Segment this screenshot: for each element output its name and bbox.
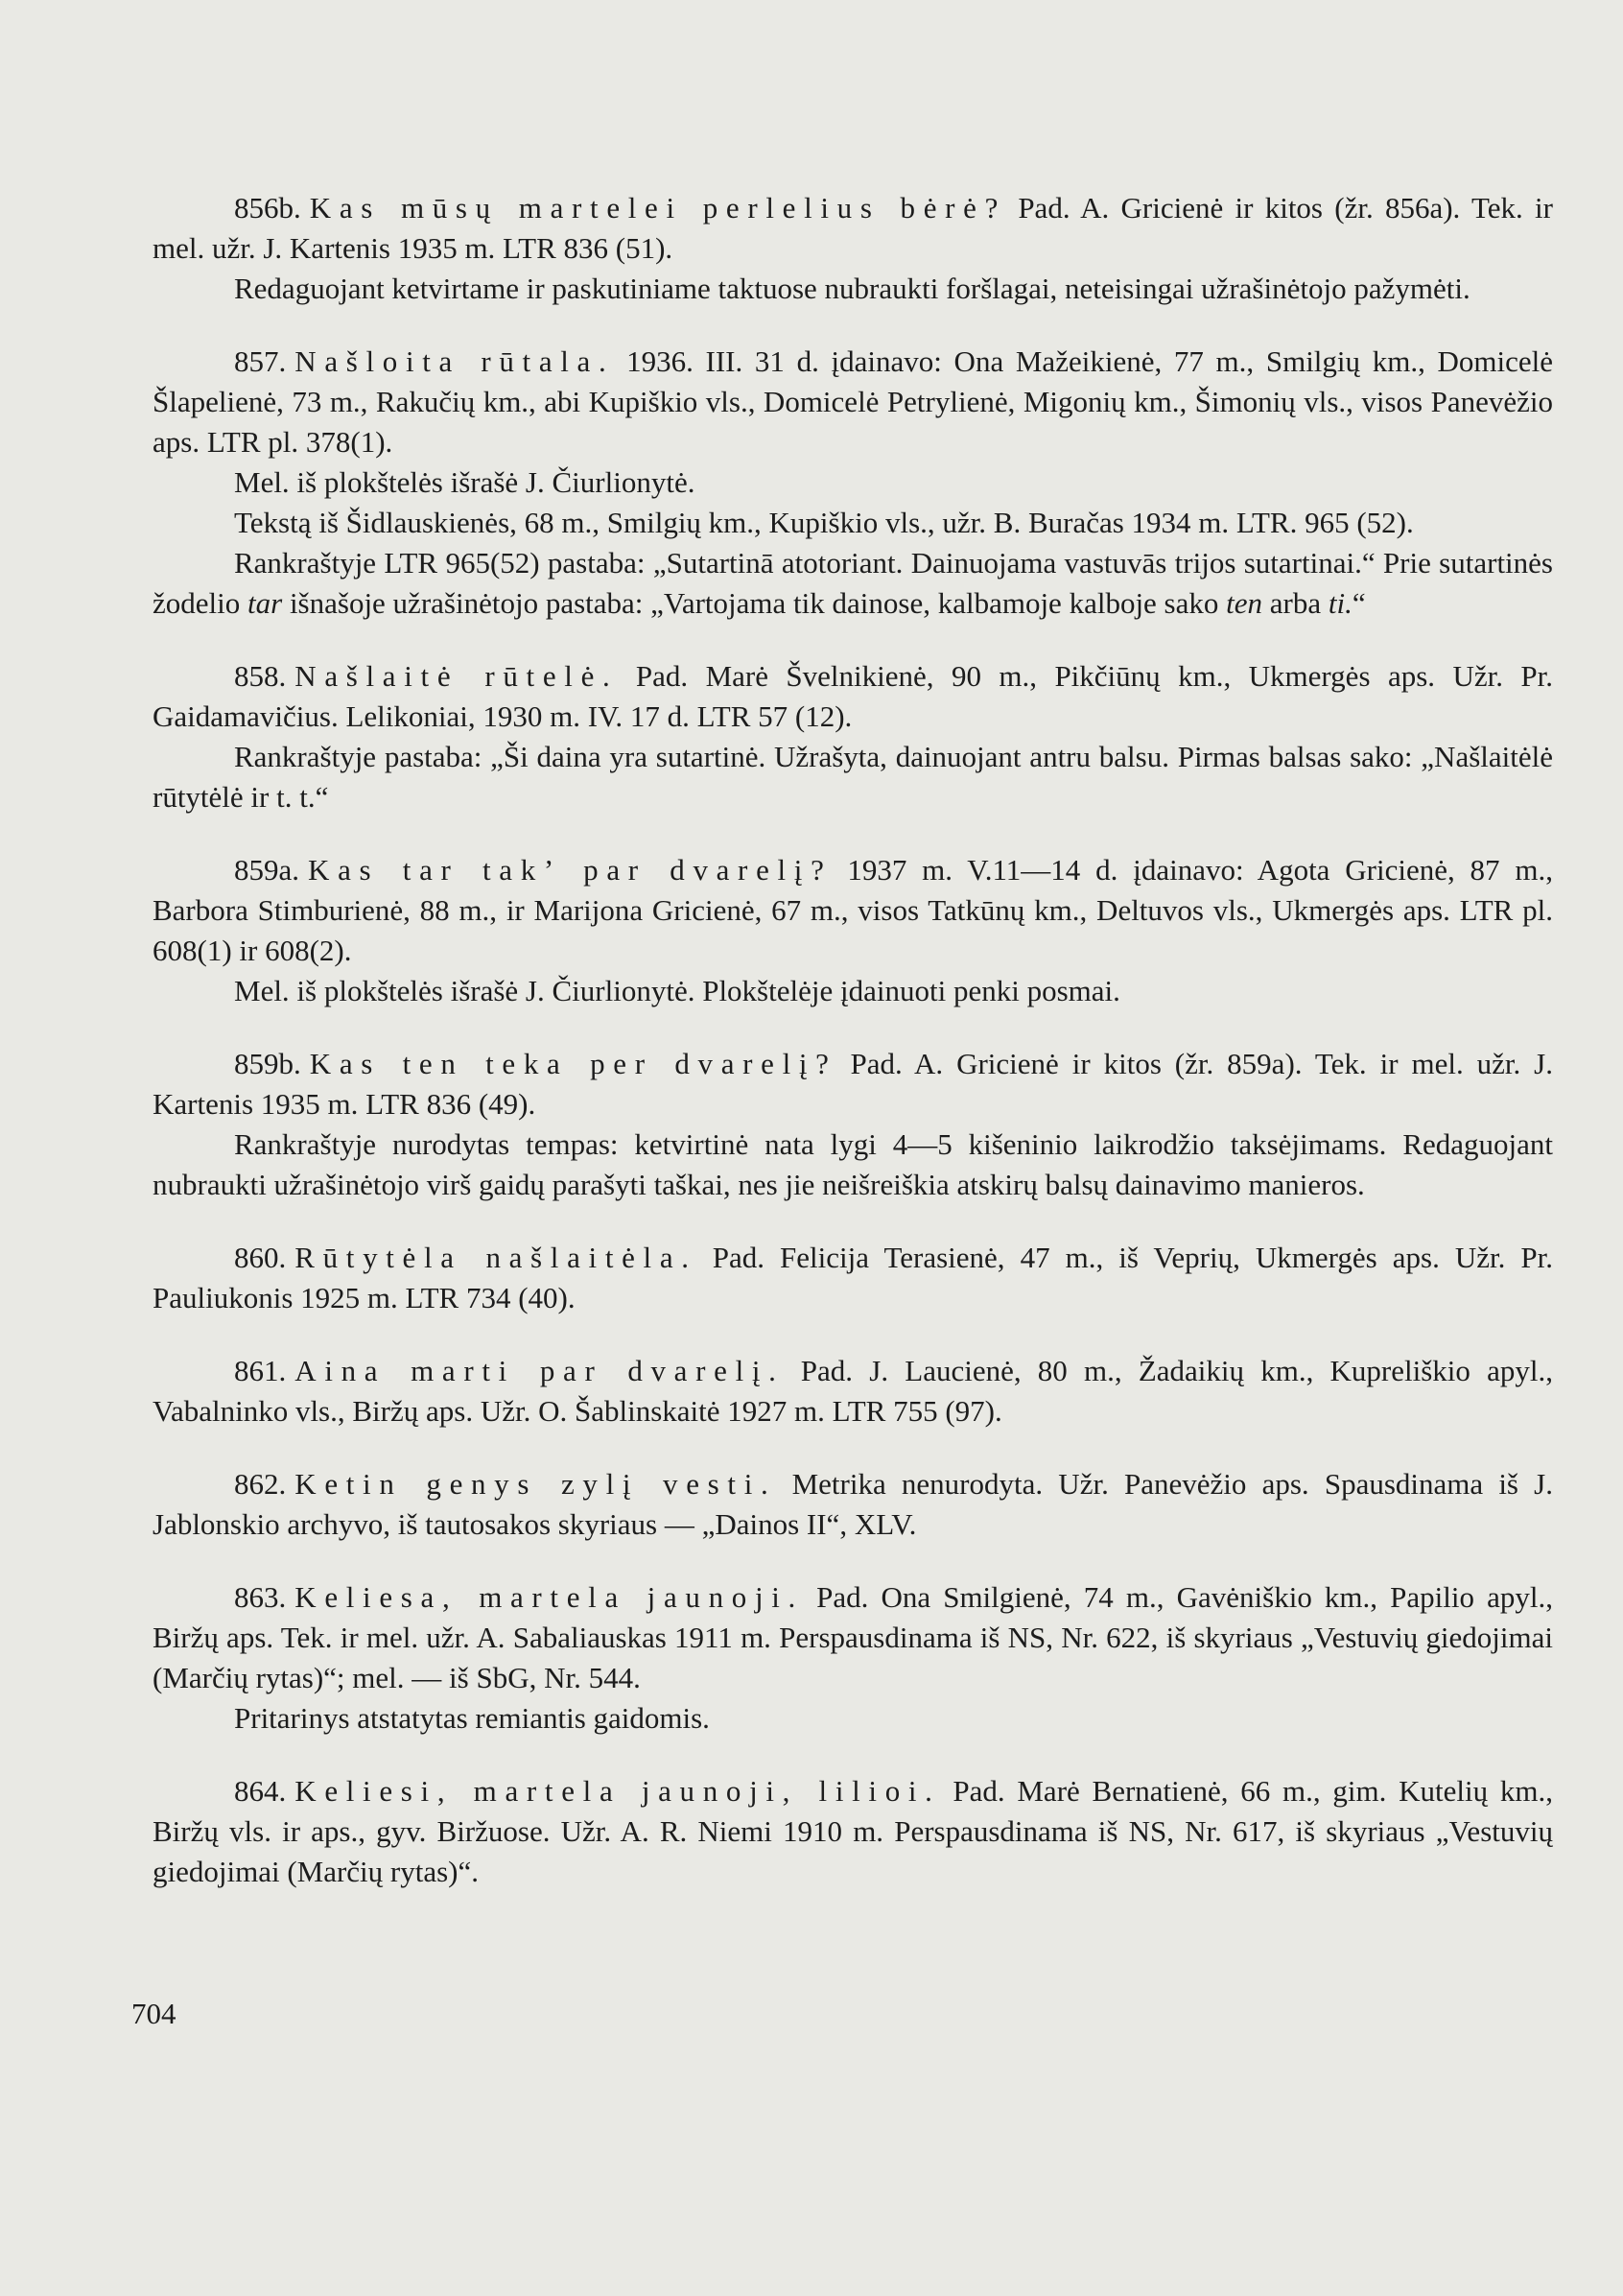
entry-paragraph (153, 737, 1553, 817)
entry-text: Pritarinys atstatytas remiantis gaidomis. (234, 1701, 710, 1735)
entry-text: arba (1269, 586, 1322, 620)
song-title: Keliesi, martela jaunoji, lilioi. (294, 1774, 941, 1808)
entry-text: Metrika nenurodyta. Užr. Panevėžio aps. Spausdinama iš J. Jablonskio archyvo, iš tautosakos skyriaus — „Dainos II“, XLV. (153, 1467, 1553, 1541)
entry-number: 861. (234, 1354, 287, 1387)
entry-paragraph (153, 1351, 1553, 1432)
commentary-text (153, 188, 1553, 1925)
song-title: Rūtytėla našlaitėla. (294, 1241, 697, 1274)
italic-word: ti. (1328, 586, 1352, 620)
song-title: Ketin genys zylį vesti. (294, 1467, 777, 1501)
entry-text: Pad. A. Gricienė ir kitos (žr. 856a). Tek. ir mel. užr. J. Kartenis 1935 m. LTR 836 (51). (153, 191, 1553, 265)
entry-text: Mel. iš plokštelės išrašė J. Čiurlionytė. (234, 465, 695, 499)
entry-paragraph (153, 1698, 1553, 1739)
entry-paragraph (153, 1238, 1553, 1318)
entry-paragraph (153, 1577, 1553, 1698)
entry-paragraph (153, 462, 1553, 503)
commentary-entry (153, 342, 1553, 624)
entry-paragraph (153, 1771, 1553, 1892)
song-title: Našlaitė rūtelė. (294, 659, 619, 693)
commentary-entry (153, 1351, 1553, 1432)
entry-paragraph (153, 269, 1553, 309)
entry-text: “ (1352, 586, 1366, 620)
song-title: Našloita rūtala. (294, 344, 615, 378)
entry-text: Pad. Felicija Terasienė, 47 m., iš Veprių, Ukmergės aps. Užr. Pr. Pauliukonis 1925 m. LTR 734 (40). (153, 1241, 1553, 1314)
commentary-entry (153, 1464, 1553, 1545)
entry-text: Tekstą iš Šidlauskienės, 68 m., Smilgių km., Kupiškio vls., užr. B. Buračas 1934 m. LTR. 965 (52). (234, 506, 1414, 539)
commentary-entry (153, 1044, 1553, 1205)
entry-paragraph (153, 342, 1553, 462)
entry-number: 856b. (234, 191, 301, 225)
entry-number: 863. (234, 1580, 287, 1614)
entry-text: Rankraštyje nurodytas tempas: ketvirtinė nata lygi 4—5 kišeninio laikrodžio taksėjimams. Redaguojant nubraukti užrašinėtojo virš gaidų parašyti taškai, nes jie neišreiškia atskirų balsų dainavimo manieros. (153, 1127, 1553, 1201)
entry-text: Rankraštyje pastaba: „Ši daina yra sutartinė. Užrašyta, dainuojant antru balsu. Pirmas balsas sako: „Našlaitėlė rūtytėlė ir t. t.“ (153, 740, 1553, 814)
commentary-entry (153, 188, 1553, 309)
commentary-entry (153, 850, 1553, 1011)
entry-text: Pad. Ona Smilgienė, 74 m., Gavėniškio km., Papilio apyl., Biržų aps. Tek. ir mel. užr. A. Sabaliauskas 1911 m. Perspausdinama iš NS, Nr. 622, iš skyriaus „Vestuvių giedojimai (Marčių rytas)“; mel. — iš SbG, Nr. 544. (153, 1580, 1553, 1694)
entry-number: 859b. (234, 1047, 301, 1080)
entry-text: Pad. Marė Švelnikienė, 90 m., Pikčiūnų km., Ukmergės aps. Užr. Pr. Gaidamavičius. Lelikoniai, 1930 m. IV. 17 d. LTR 57 (12). (153, 659, 1553, 733)
entry-text: Mel. iš plokštelės išrašė J. Čiurlionytė. Plokštelėje įdainuoti penki posmai. (234, 974, 1120, 1007)
entry-number: 864. (234, 1774, 287, 1808)
commentary-entry (153, 1771, 1553, 1892)
entry-paragraph (153, 503, 1553, 543)
entry-paragraph (153, 1464, 1553, 1545)
entry-text: Pad. A. Gricienė ir kitos (žr. 859a). Tek. ir mel. užr. J. Kartenis 1935 m. LTR 836 (49). (153, 1047, 1553, 1121)
entry-number: 860. (234, 1241, 287, 1274)
song-title: Kas ten teka per dvarelį? (309, 1047, 837, 1080)
entry-text: išnašoje užrašinėtojo pastaba: „Vartojama tik dainose, kalbamoje kalboje sako (289, 586, 1219, 620)
entry-paragraph (153, 850, 1553, 971)
italic-word: ten (1226, 586, 1263, 620)
entry-paragraph (153, 1124, 1553, 1205)
commentary-entry (153, 1238, 1553, 1318)
entry-paragraph (153, 188, 1553, 269)
entry-text: Pad. Marė Bernatienė, 66 m., gim. Kutelių km., Biržų vls. ir aps., gyv. Biržuose. Užr. A. R. Niemi 1910 m. Perspausdinama iš NS, Nr. 617, iš skyriaus „Vestuvių giedojimai (Marčių rytas)“. (153, 1774, 1553, 1888)
commentary-entry (153, 656, 1553, 817)
entry-number: 857. (234, 344, 287, 378)
song-title: Kas mūsų martelei perlelius bėrė? (309, 191, 1007, 225)
entry-text: Pad. J. Laucienė, 80 m., Žadaikių km., Kupreliškio apyl., Vabalninko vls., Biržų aps. Užr. O. Šablinskaitė 1927 m. LTR 755 (97). (153, 1354, 1553, 1428)
entry-paragraph (153, 971, 1553, 1011)
entry-paragraph (153, 1044, 1553, 1124)
song-title: Keliesa, martela jaunoji. (294, 1580, 804, 1614)
entry-number: 859a. (234, 853, 300, 887)
entry-text: 1936. III. 31 d. įdainavo: Ona Mažeikienė, 77 m., Smilgių km., Domicelė Šlapelienė, 73 m., Rakučių km., abi Kupiškio vls., Domicelė Petrylienė, Migonių km., Šimonių vls., visos Panevėžio aps. LTR pl. 378(1). (153, 344, 1553, 459)
entry-paragraph (153, 656, 1553, 737)
italic-word: tar (247, 586, 283, 620)
entry-paragraph (153, 543, 1553, 624)
entry-number: 862. (234, 1467, 287, 1501)
entry-text: 1937 m. V.11—14 d. įdainavo: Agota Gricienė, 87 m., Barbora Stimburienė, 88 m., ir Marijona Gricienė, 67 m., visos Tatkūnų km., Deltuvos vls., Ukmergės aps. LTR pl. 608(1) ir 608(2). (153, 853, 1553, 967)
entry-text: Redaguojant ketvirtame ir paskutiniame taktuose nubraukti foršlagai, neteisingai užrašinėtojo pažymėti. (234, 272, 1470, 305)
song-title: Kas tar tak’ par dvarelį? (308, 853, 833, 887)
page-number: 704 (131, 1997, 176, 2030)
entry-number: 858. (234, 659, 287, 693)
entry-text: Rankraštyje LTR 965(52) pastaba: „Sutartinā atotoriant. Dainuojama vastuvās trijos sutartinai.“ Prie sutartinės žodelio (153, 546, 1553, 620)
commentary-entry (153, 1577, 1553, 1739)
song-title: Aina marti par dvarelį. (294, 1354, 785, 1387)
